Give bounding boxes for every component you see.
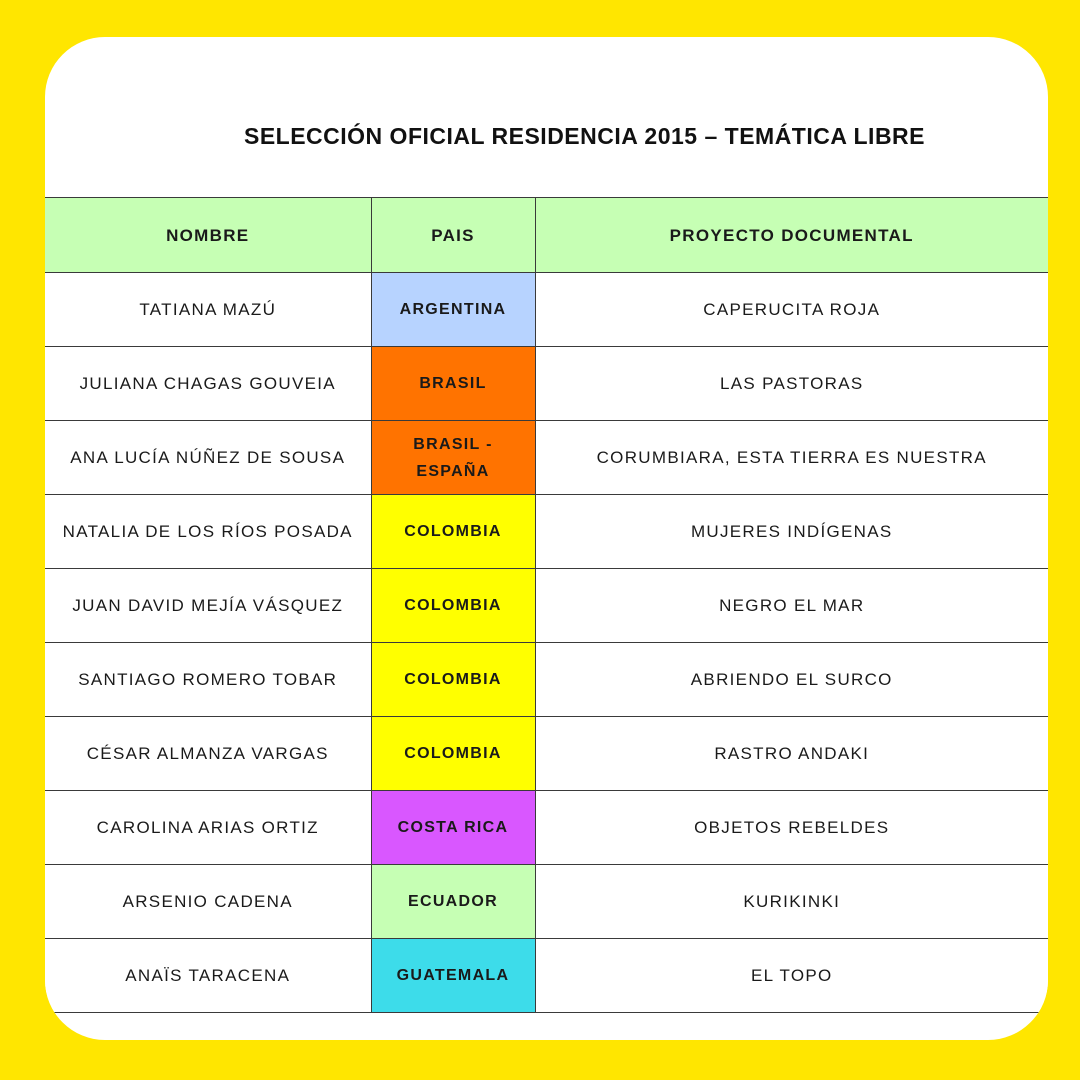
table-header-row [45,198,1048,273]
cell-name: ANA LUCÍA NÚÑEZ DE SOUSA [45,421,371,495]
table-row [45,865,1048,939]
cell-country: BRASIL - ESPAÑA [371,421,535,495]
cell-project: LAS PASTORAS [535,347,1048,421]
cell-project: KURIKINKI [535,865,1048,939]
table-row [45,421,1048,495]
cell-country: COLOMBIA [371,495,535,569]
cell-name: TATIANA MAZÚ [45,273,371,347]
cell-name: JUAN DAVID MEJÍA VÁSQUEZ [45,569,371,643]
table-row [45,643,1048,717]
cell-country: COLOMBIA [371,569,535,643]
cell-name: NATALIA DE LOS RÍOS POSADA [45,495,371,569]
table-row [45,569,1048,643]
cell-project: EL TOPO [535,939,1048,1013]
cell-project: NEGRO EL MAR [535,569,1048,643]
cell-project: CAPERUCITA ROJA [535,273,1048,347]
cell-name: JULIANA CHAGAS GOUVEIA [45,347,371,421]
selection-table [45,197,1048,1013]
cell-name: SANTIAGO ROMERO TOBAR [45,643,371,717]
header-name: NOMBRE [45,198,371,273]
cell-country: COSTA RICA [371,791,535,865]
content-card [45,37,1048,1040]
header-project: PROYECTO DOCUMENTAL [535,198,1048,273]
table-row [45,273,1048,347]
cell-project: ABRIENDO EL SURCO [535,643,1048,717]
table-row [45,717,1048,791]
cell-name: CAROLINA ARIAS ORTIZ [45,791,371,865]
cell-project: OBJETOS REBELDES [535,791,1048,865]
page-title: SELECCIÓN OFICIAL RESIDENCIA 2015 – TEMÁTICA LIBRE [243,123,926,149]
cell-country: COLOMBIA [371,643,535,717]
table-row [45,939,1048,1013]
table-row [45,791,1048,865]
cell-country: ECUADOR [371,865,535,939]
cell-name: ARSENIO CADENA [45,865,371,939]
cell-project: CORUMBIARA, ESTA TIERRA ES NUESTRA [535,421,1048,495]
cell-name: CÉSAR ALMANZA VARGAS [45,717,371,791]
cell-name: ANAÏS TARACENA [45,939,371,1013]
cell-country: COLOMBIA [371,717,535,791]
cell-project: RASTRO ANDAKI [535,717,1048,791]
table-row [45,495,1048,569]
cell-project: MUJERES INDÍGENAS [535,495,1048,569]
table-row [45,347,1048,421]
cell-country: ARGENTINA [371,273,535,347]
cell-country: GUATEMALA [371,939,535,1013]
header-country: PAIS [371,198,535,273]
cell-country: BRASIL [371,347,535,421]
